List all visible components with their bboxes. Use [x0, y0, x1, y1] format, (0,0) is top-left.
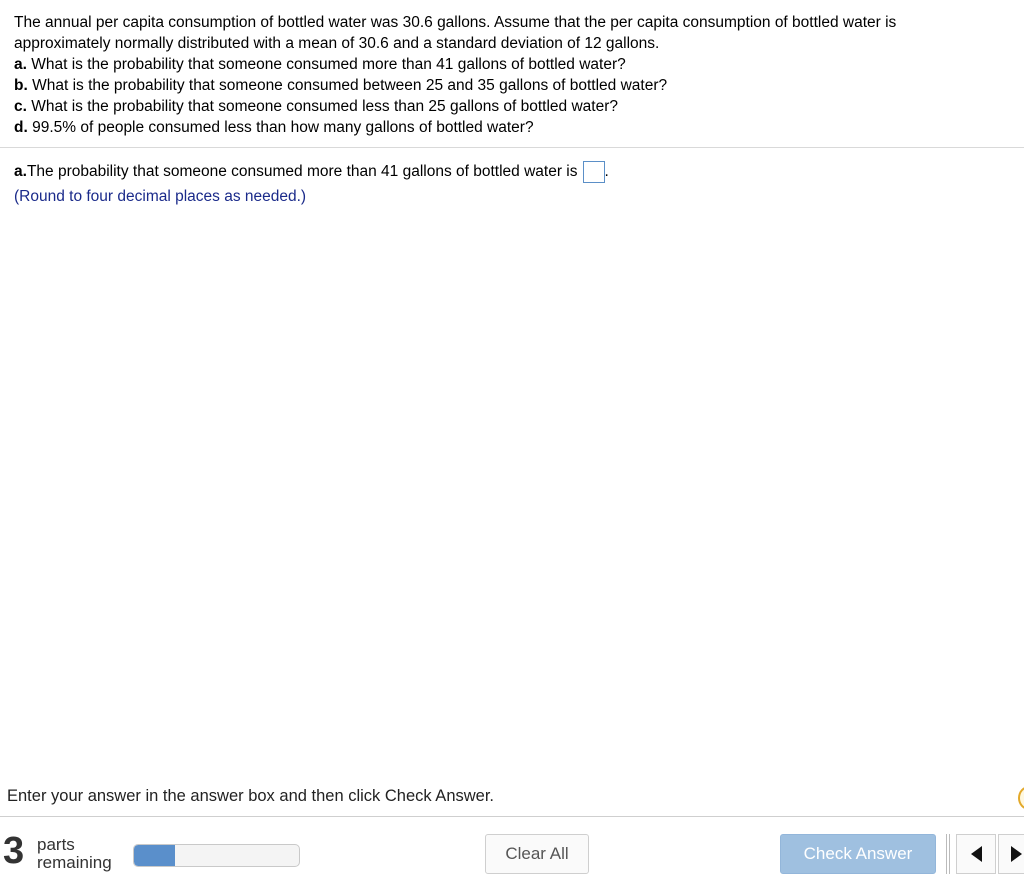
part-text: 99.5% of people consumed less than how many gallons of bottled water? [27, 119, 534, 136]
question-part-d [14, 117, 1014, 138]
remaining-word: remaining [37, 853, 112, 872]
clear-all-button[interactable]: Clear All [485, 834, 589, 874]
triangle-right-icon [1011, 846, 1022, 862]
question-part-a [14, 54, 1014, 75]
footer-divider [0, 816, 1024, 817]
triangle-left-icon [971, 846, 982, 862]
parts-remaining-label [37, 836, 112, 872]
progress-bar [133, 844, 300, 867]
instruction-text: Enter your answer in the answer box and then click Check Answer. [7, 787, 494, 805]
answer-input-box[interactable] [583, 161, 605, 183]
next-question-button[interactable] [998, 834, 1024, 874]
parts-word: parts [37, 835, 75, 854]
part-text: What is the probability that someone consumed more than 41 gallons of bottled water? [26, 56, 626, 73]
question-intro-line-2: approximately normally distributed with a mean of 30.6 and a standard deviation of 12 gallons. [14, 35, 660, 52]
previous-question-button[interactable] [956, 834, 996, 874]
part-text: What is the probability that someone consumed less than 25 gallons of bottled water? [26, 98, 619, 115]
question-text [14, 12, 1014, 138]
question-part-c [14, 96, 1014, 117]
answer-prompt: The probability that someone consumed more than 41 gallons of bottled water is [26, 163, 578, 180]
question-part-b [14, 75, 1014, 96]
part-label: d. [14, 119, 28, 136]
answer-line [14, 161, 609, 183]
parts-remaining-count: 3 [3, 830, 25, 872]
question-divider [0, 147, 1024, 148]
part-label: b. [14, 77, 28, 94]
nav-separator [946, 834, 950, 874]
rounding-hint: (Round to four decimal places as needed.) [14, 188, 307, 205]
part-label: a. [14, 56, 27, 73]
progress-bar-fill [134, 845, 175, 866]
part-text: What is the probability that someone consumed between 25 and 35 gallons of bottled water? [27, 77, 668, 94]
answer-area [14, 161, 609, 208]
question-intro-line-1: The annual per capita consumption of bottled water was 30.6 gallons. Assume that the per capita consumption of bottled water is [14, 14, 897, 31]
check-answer-button[interactable]: Check Answer [780, 834, 936, 874]
part-label: c. [14, 98, 27, 115]
help-icon[interactable] [1018, 786, 1024, 810]
answer-part-label: a. [14, 163, 27, 180]
answer-period: . [604, 163, 609, 180]
